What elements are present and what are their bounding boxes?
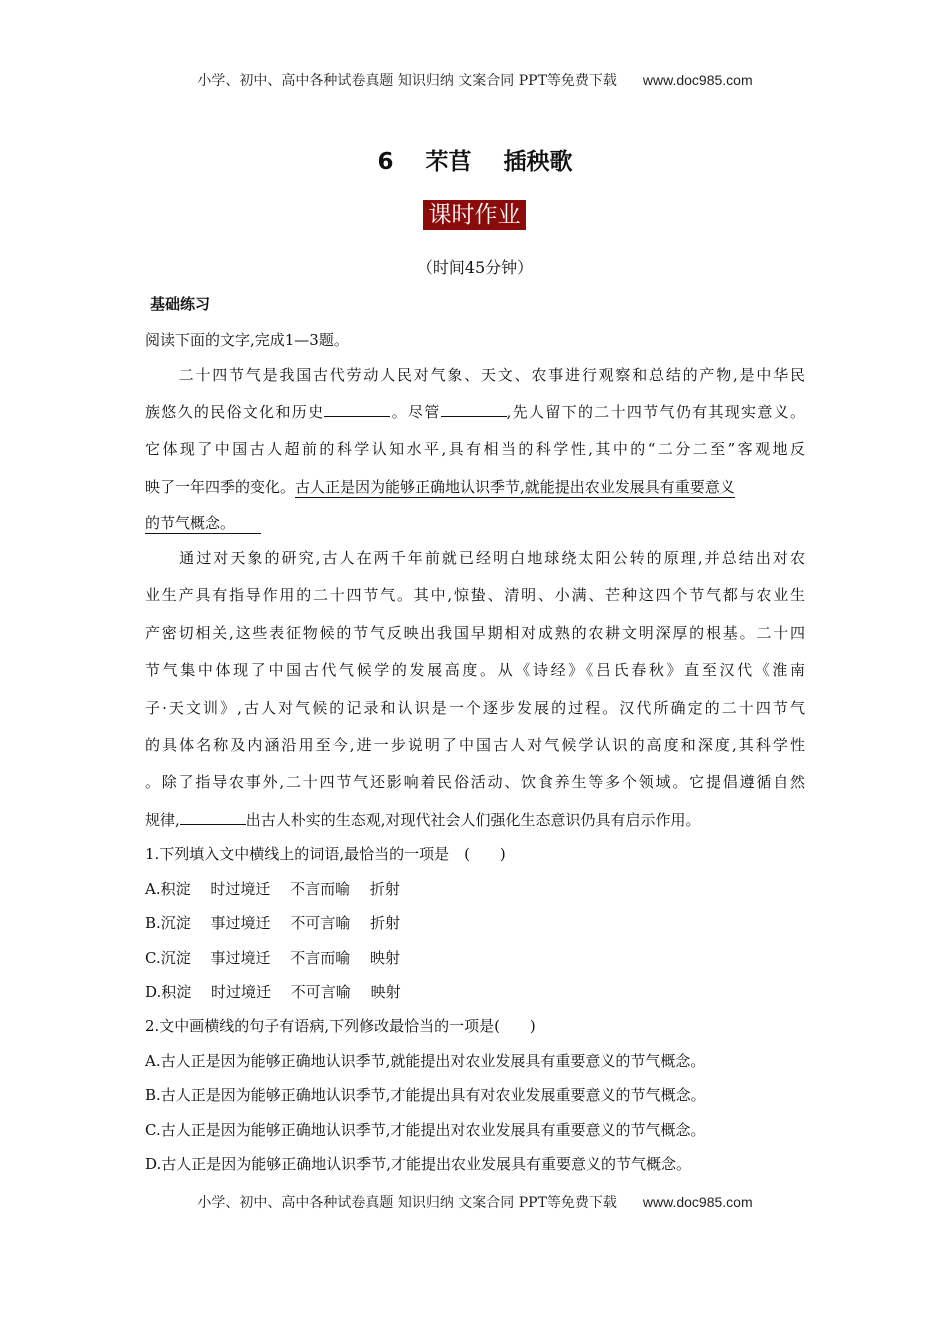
header-site: www.doc985.com — [642, 72, 753, 88]
time-limit: （时间45分钟） — [416, 258, 534, 277]
p1-line: 它体现了中国古人超前的科学认知水平,具有相当的科学性,其中的“二分二至”客观地反 — [145, 440, 805, 458]
option-line: D.积淀 时过境迁 不可言喻 映射 — [145, 983, 401, 1001]
title-part-a: 芣苢 — [425, 149, 472, 175]
p2-line: 产密切相关,这些表征物候的节气反映出我国早期相对成熟的农耕文明深厚的根基。二十四 — [145, 624, 805, 642]
option-line: C.古人正是因为能够正确地认识季节,才能提出对农业发展具有重要意义的节气概念。 — [145, 1121, 706, 1139]
p2-line: 的具体名称及内涵沿用至今,进一步说明了中国古人对气候学认识的高度和深度,其科学性 — [145, 736, 805, 754]
p2-line: 子·天文训》,古人对气候的记录和认识是一个逐步发展的过程。汉代所确定的二十四节气 — [145, 699, 805, 717]
option-line: A.积淀 时过境迁 不言而喻 折射 — [145, 880, 400, 898]
p2-line: 节气集中体现了中国古代气候学的发展高度。从《诗经》《吕氏春秋》直至汉代《淮南 — [145, 661, 805, 679]
title-part-b: 插秧歌 — [503, 149, 573, 175]
option-line: B.沉淀 事过境迁 不可言喻 折射 — [145, 914, 401, 932]
page-footer — [0, 1192, 950, 1212]
page-header — [0, 70, 950, 90]
p2-line: 业生产具有指导作用的二十四节气。其中,惊蛰、清明、小满、芒种这四个节气都与农业生 — [145, 586, 805, 604]
option-line: A.古人正是因为能够正确地认识季节,就能提出对农业发展具有重要意义的节气概念。 — [145, 1052, 706, 1070]
header-text: 小学、初中、高中各种试卷真题 知识归纳 文案合同 PPT等免费下载 — [197, 73, 617, 89]
option-line: C.沉淀 事过境迁 不言而喻 映射 — [145, 949, 401, 967]
question-line: 1.下列填入文中横线上的词语,最恰当的一项是 ( ) — [145, 845, 506, 863]
fill-blank-1 — [324, 402, 390, 417]
question-line: 2.文中画横线的句子有语病,下列修改最恰当的一项是( ) — [145, 1017, 536, 1035]
footer-text: 小学、初中、高中各种试卷真题 知识归纳 文案合同 PPT等免费下载 — [197, 1195, 617, 1211]
p1-line — [145, 476, 805, 497]
page-title — [0, 143, 950, 176]
fill-blank-3 — [180, 810, 246, 825]
option-line: D.古人正是因为能够正确地认识季节,才能提出农业发展具有重要意义的节气概念。 — [145, 1155, 692, 1173]
p1-line: 二十四节气是我国古代劳动人民对气象、天文、农事进行观察和总结的产物,是中华民 — [145, 366, 805, 384]
text: 。尽管 — [390, 403, 441, 421]
underlined-sentence-end: 的节气概念。 — [145, 514, 261, 534]
text: 出古人朴实的生态观,对现代社会人们强化生态意识仍具有启示作用。 — [245, 811, 701, 829]
title-number: 6 — [377, 149, 394, 175]
underlined-sentence: 古人正是因为能够正确地认识季节,就能提出农业发展具有重要意义 — [295, 478, 735, 496]
p2-line: 通过对天象的研究,古人在两千年前就已经明白地球绕太阳公转的原理,并总结出对农 — [145, 549, 805, 567]
p2-line — [145, 809, 805, 830]
p2-line: 。除了指导农事外,二十四节气还影响着民俗活动、饮食养生等多个领域。它提倡遵循自然 — [145, 773, 805, 791]
homework-badge: 课时作业 — [423, 200, 526, 230]
text: 族悠久的民俗文化和历史 — [145, 403, 325, 421]
text: ,先人留下的二十四节气仍有其现实意义。 — [506, 403, 805, 421]
footer-site: www.doc985.com — [642, 1194, 753, 1210]
p1-line — [145, 512, 805, 533]
option-line: B.古人正是因为能够正确地认识季节,才能提出具有对农业发展重要意义的节气概念。 — [145, 1086, 706, 1104]
p1-line — [145, 401, 805, 422]
text: 规律, — [145, 811, 180, 829]
fill-blank-2 — [441, 402, 507, 417]
section-heading: 基础练习 — [150, 295, 211, 313]
intro-text: 阅读下面的文字,完成1—3题。 — [145, 331, 349, 349]
text: 映了一年四季的变化。 — [145, 478, 296, 496]
